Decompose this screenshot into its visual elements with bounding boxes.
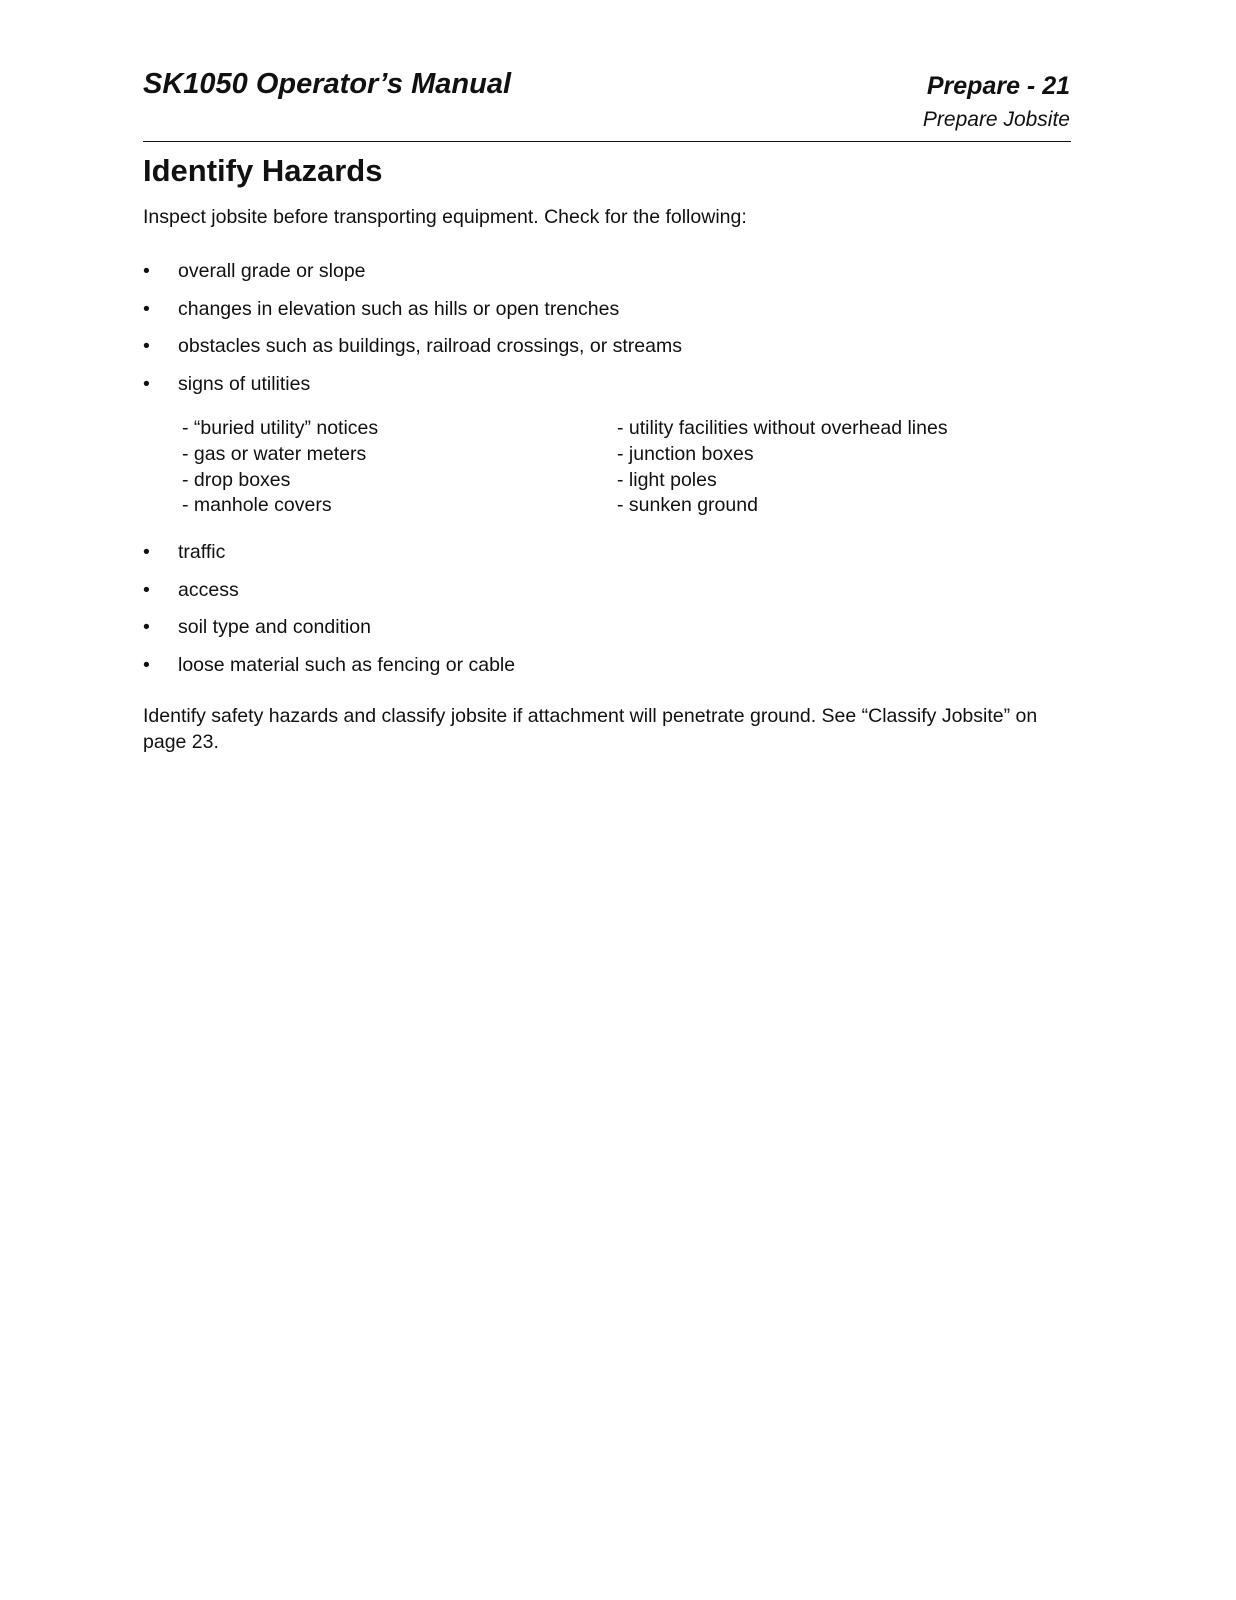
list-item-text: loose material such as fencing or cable bbox=[178, 654, 516, 677]
bullet-icon: • bbox=[143, 297, 150, 320]
utility-sign-item: - sunken ground bbox=[617, 494, 758, 517]
list-item-text: soil type and condition bbox=[178, 616, 371, 639]
bullet-icon: • bbox=[143, 654, 150, 677]
page-reference: Prepare - 21 bbox=[926, 72, 1070, 100]
utility-sign-item: - utility facilities without overhead lines bbox=[617, 417, 948, 439]
utility-signs-right-column bbox=[617, 416, 948, 519]
utility-sign-item: - drop boxes bbox=[182, 468, 291, 491]
list-item-text: changes in elevation such as hills or open trenches bbox=[178, 297, 620, 320]
closing-paragraph: Identify safety hazards and classify jobsite if attachment will penetrate ground. See “Classify Jobsite” on page 23. bbox=[143, 705, 1038, 753]
list-item-text: obstacles such as buildings, railroad crossings, or streams bbox=[178, 335, 682, 358]
utility-sign-item: - light poles bbox=[617, 468, 717, 491]
list-item-text: access bbox=[178, 578, 239, 601]
utility-sign-item: - junction boxes bbox=[617, 442, 754, 465]
manual-title: SK1050 Operator’s Manual bbox=[143, 68, 512, 100]
list-item-text: traffic bbox=[178, 541, 226, 563]
bullet-icon: • bbox=[143, 616, 150, 639]
utility-sign-item: - “buried utility” notices bbox=[182, 417, 379, 439]
list-item-text: overall grade or slope bbox=[178, 260, 366, 282]
utility-signs-left-column bbox=[182, 416, 378, 519]
utility-sign-item: - manhole covers bbox=[182, 494, 332, 517]
header-divider bbox=[143, 141, 1071, 142]
subsection-title: Prepare Jobsite bbox=[922, 108, 1070, 131]
list-item-text: signs of utilities bbox=[178, 373, 311, 396]
bullet-icon: • bbox=[143, 541, 150, 563]
section-heading: Identify Hazards bbox=[143, 153, 383, 188]
intro-paragraph: Inspect jobsite before transporting equipment. Check for the following: bbox=[143, 206, 747, 228]
utility-sign-item: - gas or water meters bbox=[182, 442, 367, 465]
bullet-icon: • bbox=[143, 260, 150, 282]
bullet-icon: • bbox=[143, 373, 150, 396]
bullet-icon: • bbox=[143, 335, 150, 358]
bullet-icon: • bbox=[143, 578, 150, 601]
